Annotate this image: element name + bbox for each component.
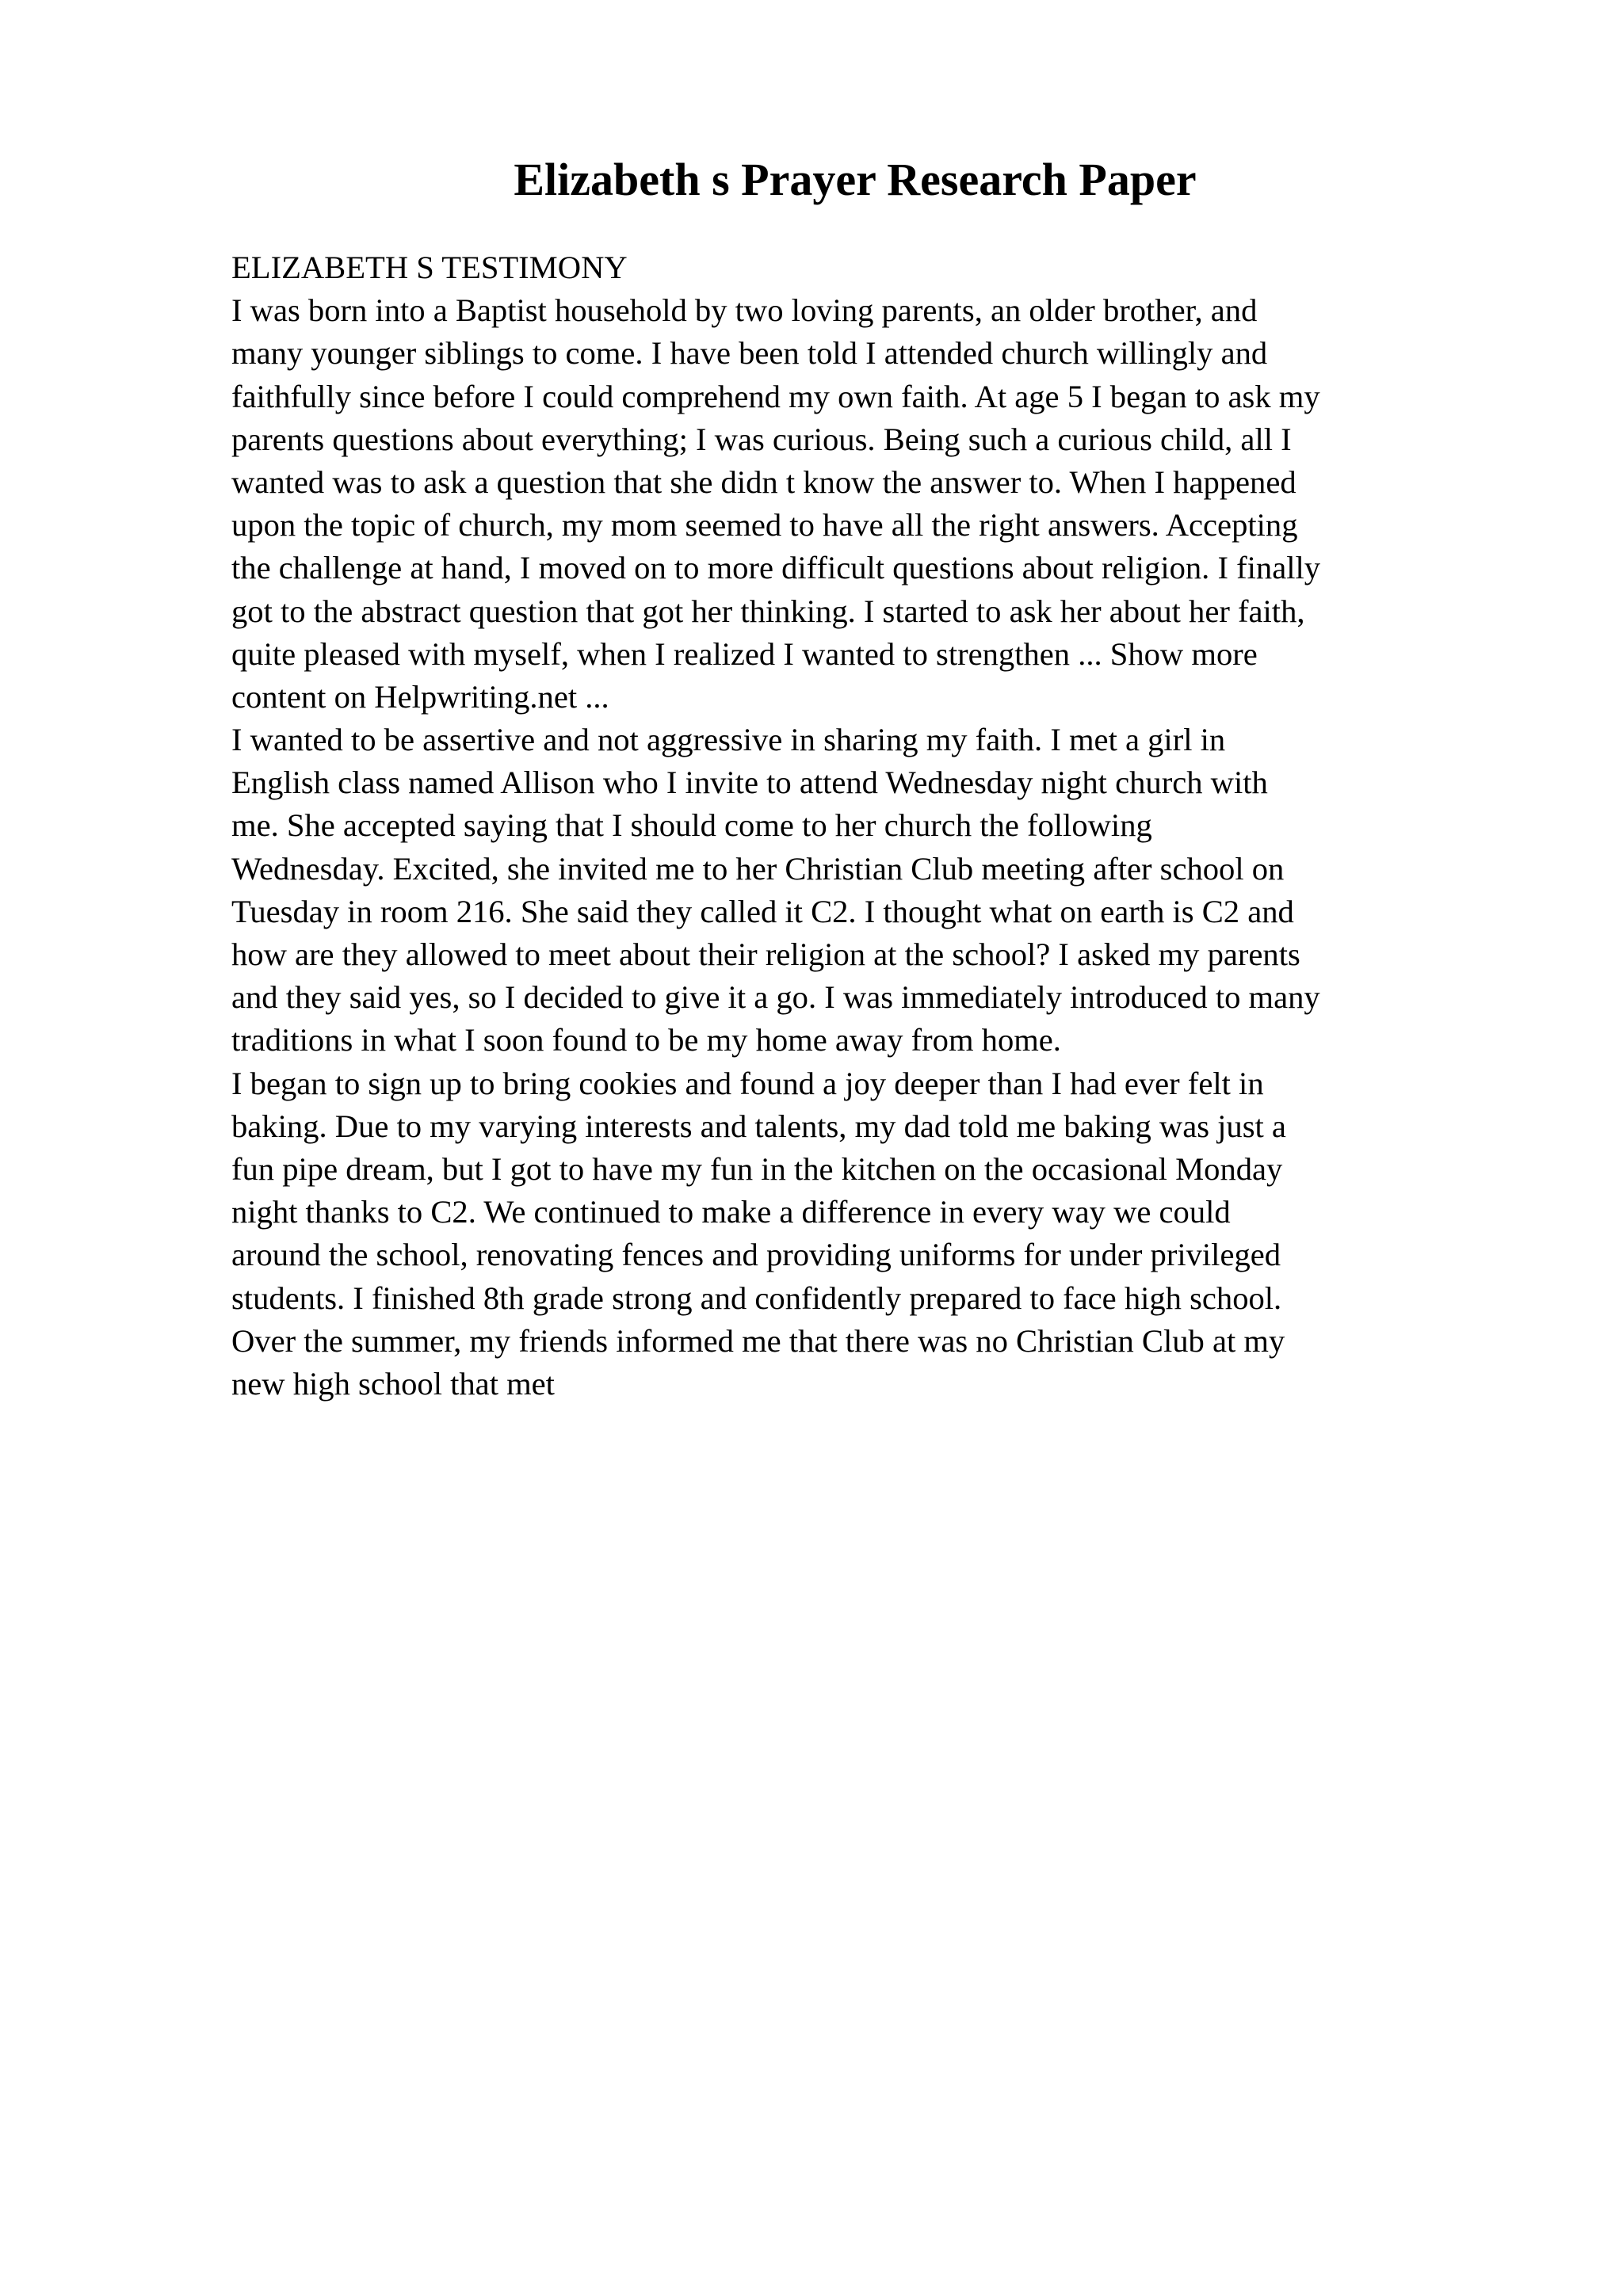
text-line: I wanted to be assertive and not aggressive in sharing my faith. I met a girl in bbox=[231, 722, 1226, 758]
document-title: Elizabeth s Prayer Research Paper bbox=[514, 154, 1197, 205]
text-line: English class named Allison who I invite to attend Wednesday night church with bbox=[231, 765, 1268, 801]
text-line: night thanks to C2. We continued to make a difference in every way we could bbox=[231, 1194, 1231, 1230]
text-line: me. She accepted saying that I should come to her church the following bbox=[231, 807, 1152, 844]
text-line: parents questions about everything; I was curious. Being such a curious child, all I bbox=[231, 421, 1292, 457]
text-line: Wednesday. Excited, she invited me to her Christian Club meeting after school on bbox=[231, 850, 1285, 887]
text-line: faithfully since before I could comprehend my own faith. At age 5 I began to ask my bbox=[231, 378, 1320, 414]
text-line: I was born into a Baptist household by two loving parents, an older brother, and bbox=[231, 292, 1258, 329]
text-line: got to the abstract question that got her thinking. I started to ask her about her faith, bbox=[231, 593, 1305, 629]
text-line: upon the topic of church, my mom seemed to have all the right answers. Accepting bbox=[231, 507, 1298, 543]
text-line: ELIZABETH S TESTIMONY bbox=[231, 250, 628, 285]
text-line: around the school, renovating fences and providing uniforms for under privileged bbox=[231, 1237, 1281, 1273]
text-line: the challenge at hand, I moved on to more difficult questions about religion. I finally bbox=[231, 550, 1321, 586]
text-line: and they said yes, so I decided to give it a go. I was immediately introduced to many bbox=[231, 979, 1320, 1016]
text-line: Over the summer, my friends informed me that there was no Christian Club at my bbox=[231, 1322, 1285, 1359]
text-line: baking. Due to my varying interests and talents, my dad told me baking was just a bbox=[231, 1108, 1286, 1144]
text-line: traditions in what I soon found to be my home away from home. bbox=[231, 1022, 1061, 1058]
text-line: Tuesday in room 216. She said they called it C2. I thought what on earth is C2 and bbox=[231, 893, 1294, 929]
document-body bbox=[231, 246, 1491, 1405]
text-line: content on Helpwriting.net ... bbox=[231, 678, 609, 715]
text-line: many younger siblings to come. I have been told I attended church willingly and bbox=[231, 335, 1268, 372]
text-line: wanted was to ask a question that she didn t know the answer to. When I happened bbox=[231, 463, 1296, 500]
text-line: quite pleased with myself, when I realized I wanted to strengthen ... Show more bbox=[231, 635, 1258, 672]
text-line: fun pipe dream, but I got to have my fun in the kitchen on the occasional Monday bbox=[231, 1150, 1283, 1187]
text-line: how are they allowed to meet about their religion at the school? I asked my parents bbox=[231, 936, 1300, 972]
text-line: students. I finished 8th grade strong and confidently prepared to face high school. bbox=[231, 1280, 1282, 1316]
text-line: new high school that met bbox=[231, 1365, 555, 1402]
text-line: I began to sign up to bring cookies and found a joy deeper than I had ever felt in bbox=[231, 1065, 1264, 1101]
